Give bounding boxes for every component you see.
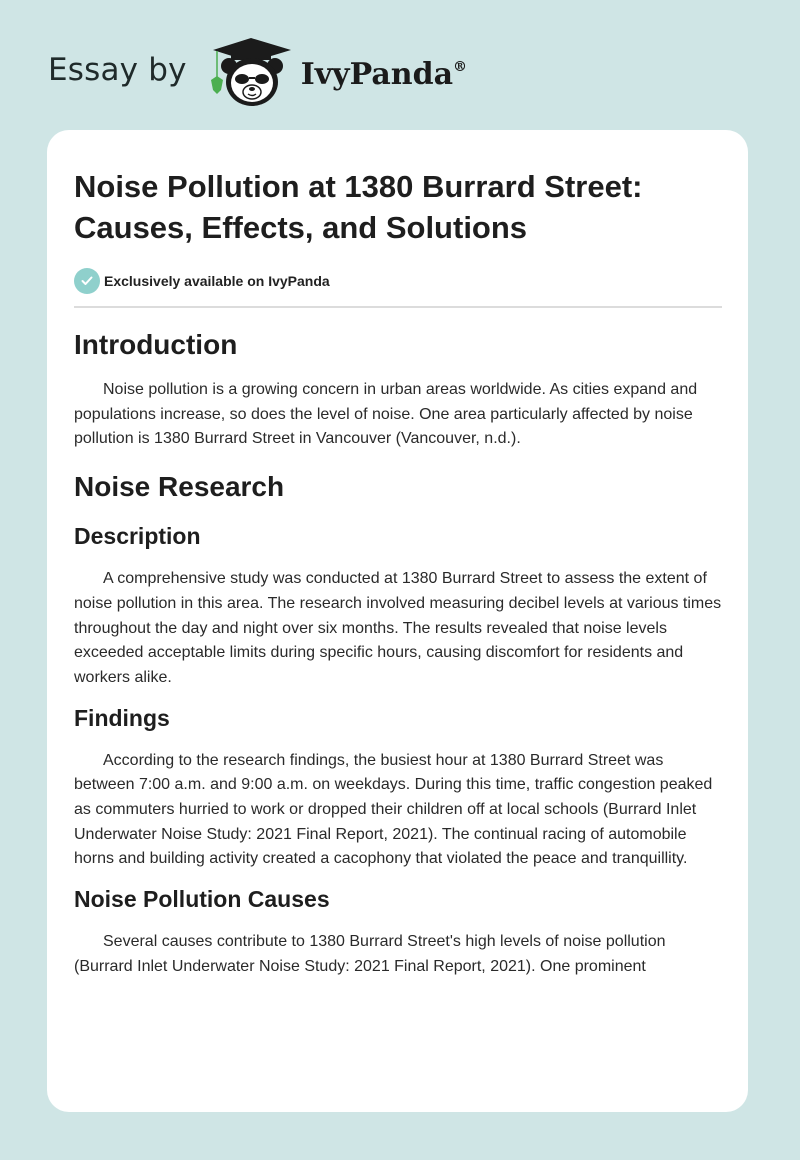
- paragraph-noise-pollution-causes: Several causes contribute to 1380 Burrard Street's high levels of noise pollution (Burrard Inlet Underwater Noise Study: 2021 Final Report, 2021). One prominent: [74, 933, 666, 975]
- subsection-heading-noise-pollution-causes: Noise Pollution Causes: [74, 886, 330, 913]
- divider: [74, 306, 722, 308]
- subsection-heading-findings: Findings: [74, 704, 170, 731]
- subsection-heading-description: Description: [74, 523, 201, 550]
- brand-prefix: Essay by: [48, 52, 187, 88]
- brand-name: [301, 57, 467, 92]
- section-heading-noise-research: Noise Research: [74, 471, 285, 503]
- paragraph-introduction: Noise pollution is a growing concern in urban areas worldwide. As cities expand and populations increase, so does the level of noise. One area particularly affected by noise pollution is 1380 Burrard Street in Vancouver (Vancouver, n.d.).: [74, 381, 698, 448]
- paragraph-description: A comprehensive study was conducted at 1380 Burrard Street to assess the extent of noise pollution in this area. The research involved measuring decibel levels at various times throughout the day and night over six months. The results revealed that noise levels exceeded acceptable limits during specific hours, causing discomfort for residents and workers alike.: [74, 570, 722, 686]
- section-heading-introduction: Introduction: [74, 329, 238, 360]
- brand-name-text: IvyPanda: [300, 56, 454, 92]
- exclusive-badge: [74, 268, 722, 294]
- badge-text: Exclusively available on IvyPanda: [104, 273, 330, 289]
- essay-card: [47, 130, 748, 1112]
- paragraph-findings: According to the research findings, the busiest hour at 1380 Burrard Street was between 7:00 a.m. and 9:00 a.m. on weekdays. During this time, traffic congestion peaked as commuters hurried to work or dropped their children off at local schools (Burrard Inlet Underwater Noise Study: 2021 Final Report, 2021). The continual racing of automobile horns and building activity created a cacophony that violated the peace and tranquillity.: [74, 751, 713, 868]
- registered-mark: ®: [453, 58, 468, 75]
- site-header-brand[interactable]: [48, 36, 467, 108]
- essay-title: Noise Pollution at 1380 Burrard Street: Causes, Effects, and Solutions: [74, 169, 643, 245]
- check-circle-icon: [74, 268, 100, 294]
- panda-graduation-cap-logo-icon: [205, 36, 295, 108]
